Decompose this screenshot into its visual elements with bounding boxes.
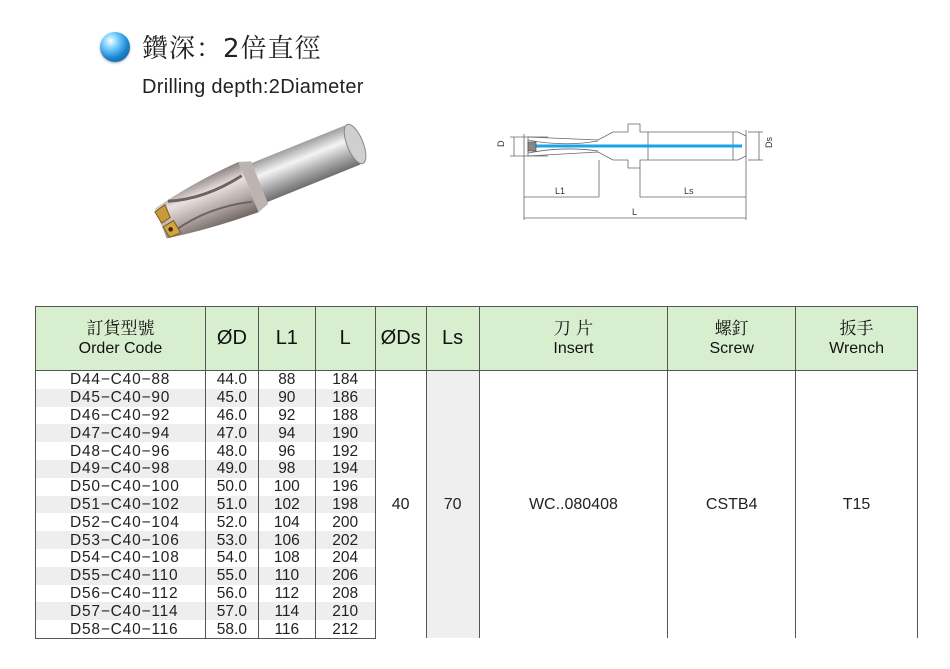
cell-d: 51.0 [205,496,258,514]
cell-l: 184 [315,371,375,389]
cell-d: 53.0 [205,531,258,549]
label-l: L [632,207,638,217]
blue-bullet-icon [100,32,130,62]
cell-d: 48.0 [205,442,258,460]
cell-l: 196 [315,478,375,496]
cell-order-code: D57−C40−114 [36,602,206,620]
cell-l1: 100 [258,478,315,496]
cell-order-code: D47−C40−94 [36,424,206,442]
cell-l: 186 [315,389,375,407]
cell-l1: 108 [258,549,315,567]
cell-d: 56.0 [205,585,258,603]
col-ds: ØDs [375,307,426,371]
cell-insert: WC..080408 [479,371,668,639]
cell-d: 46.0 [205,407,258,425]
cell-l1: 104 [258,513,315,531]
cell-order-code: D53−C40−106 [36,531,206,549]
cell-l: 194 [315,460,375,478]
cell-d: 45.0 [205,389,258,407]
order-code-en: Order Code [78,339,163,357]
cell-order-code: D48−C40−96 [36,442,206,460]
cell-l1: 114 [258,602,315,620]
cell-l1: 92 [258,407,315,425]
cell-l: 206 [315,567,375,585]
dimension-drawing [488,112,778,227]
cell-l: 200 [315,513,375,531]
insert-zh: 刀 片 [553,318,594,339]
label-l1: L1 [555,186,566,196]
cell-order-code: D56−C40−112 [36,585,206,603]
label-d: D [496,140,506,147]
label-ls: Ls [684,186,694,196]
table-header [36,307,918,371]
col-screw [668,307,796,371]
cell-l: 210 [315,602,375,620]
cell-d: 52.0 [205,513,258,531]
insert-en: Insert [553,339,594,357]
cell-d: 49.0 [205,460,258,478]
spec-table [35,306,918,639]
cell-l1: 94 [258,424,315,442]
col-wrench [796,307,918,371]
cell-l: 190 [315,424,375,442]
col-ls: Ls [426,307,479,371]
cell-ds: 40 [375,371,426,639]
label-ds: Ds [764,137,774,148]
col-order-code [36,307,206,371]
cell-l1: 96 [258,442,315,460]
cell-order-code: D51−C40−102 [36,496,206,514]
cell-l1: 102 [258,496,315,514]
cell-order-code: D45−C40−90 [36,389,206,407]
cell-l1: 110 [258,567,315,585]
cell-l1: 116 [258,620,315,638]
cell-l1: 112 [258,585,315,603]
cell-screw: CSTB4 [668,371,796,639]
section-heading [100,28,322,65]
cell-l: 208 [315,585,375,603]
cell-d: 57.0 [205,602,258,620]
cell-ls: 70 [426,371,479,639]
cell-l: 202 [315,531,375,549]
cell-d: 44.0 [205,371,258,389]
cell-d: 50.0 [205,478,258,496]
cell-l1: 88 [258,371,315,389]
cell-order-code: D58−C40−116 [36,620,206,638]
cell-l: 198 [315,496,375,514]
col-l: L [315,307,375,371]
cell-l1: 98 [258,460,315,478]
cell-order-code: D49−C40−98 [36,460,206,478]
col-l1: L1 [258,307,315,371]
wrench-zh: 扳手 [839,318,874,339]
cell-order-code: D50−C40−100 [36,478,206,496]
cell-l: 204 [315,549,375,567]
screw-en: Screw [709,339,754,357]
cell-d: 55.0 [205,567,258,585]
drill-photo [150,112,390,262]
cell-wrench: T15 [796,371,918,639]
cell-d: 54.0 [205,549,258,567]
cell-order-code: D44−C40−88 [36,371,206,389]
table-body [36,371,918,639]
page-title: 鑽深：2倍直徑 [142,34,322,64]
cell-order-code: D55−C40−110 [36,567,206,585]
cell-order-code: D54−C40−108 [36,549,206,567]
cell-l1: 90 [258,389,315,407]
screw-zh: 螺釘 [714,318,749,339]
cell-order-code: D46−C40−92 [36,407,206,425]
cell-l: 212 [315,620,375,638]
cell-l: 192 [315,442,375,460]
col-insert [479,307,668,371]
cell-d: 47.0 [205,424,258,442]
wrench-en: Wrench [829,339,884,357]
order-code-zh: 訂貨型號 [86,318,155,339]
page-subtitle: Drilling depth:2Diameter [142,76,364,98]
cell-order-code: D52−C40−104 [36,513,206,531]
cell-d: 58.0 [205,620,258,638]
cell-l1: 106 [258,531,315,549]
table-row [36,371,918,389]
cell-l: 188 [315,407,375,425]
col-d: ØD [205,307,258,371]
